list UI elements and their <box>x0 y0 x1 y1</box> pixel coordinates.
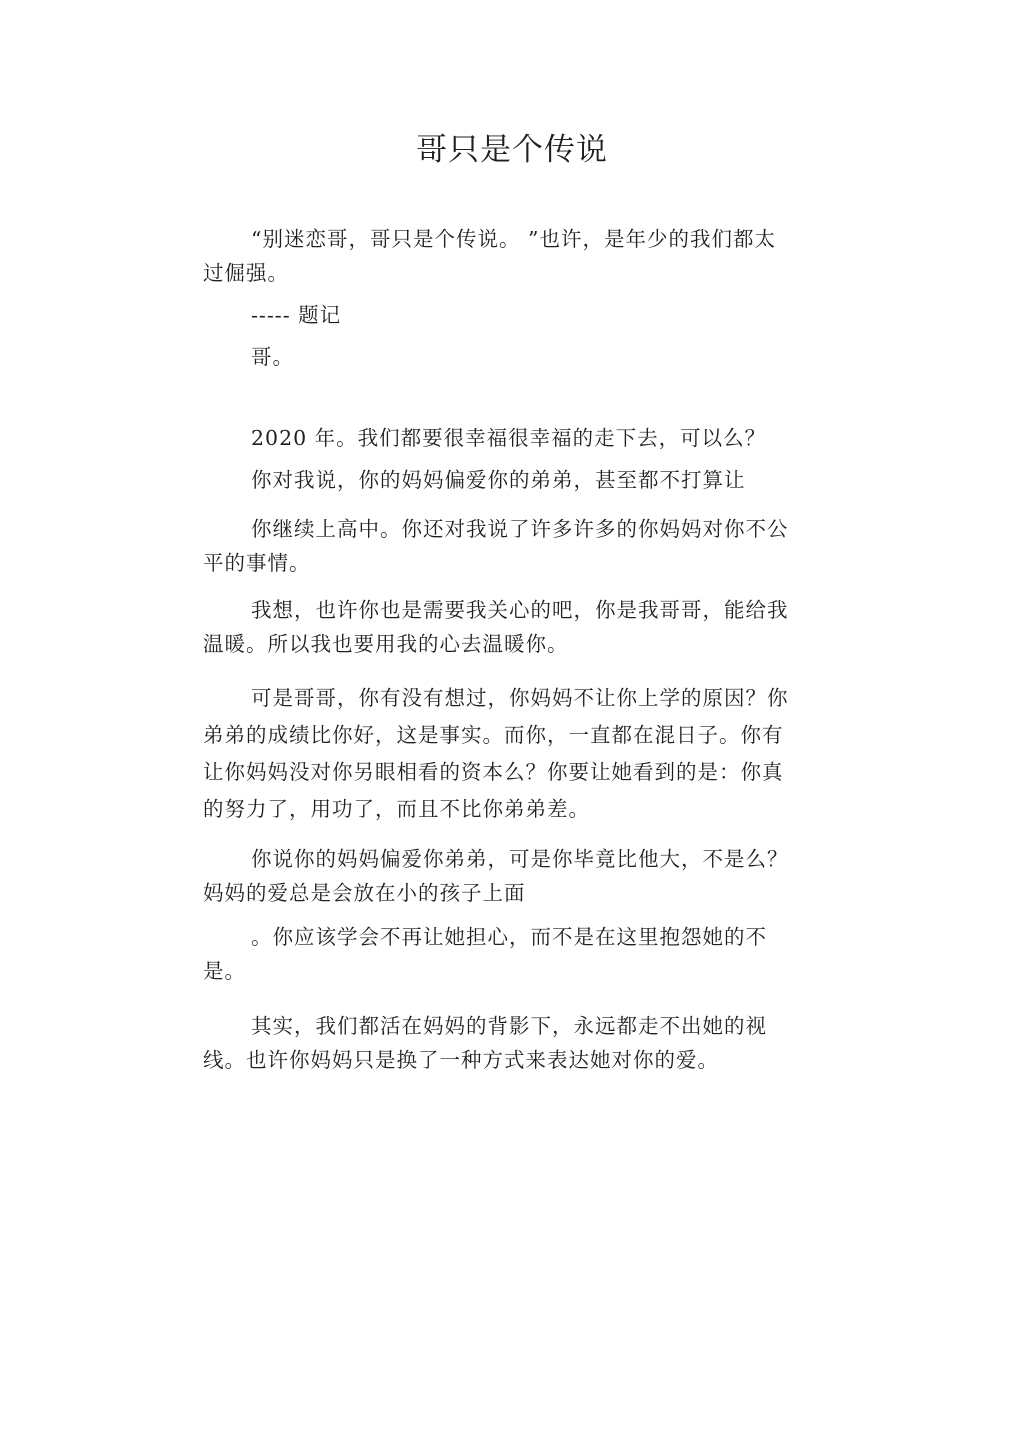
paragraph-line: 你说你的妈妈偏爱你弟弟，可是你毕竟比他大，不是么？ <box>251 847 789 871</box>
paragraph-line: 你对我说，你的妈妈偏爱你的弟弟，甚至都不打算让 <box>251 468 746 492</box>
paragraph-body <box>203 512 828 580</box>
paragraph-body <box>203 1009 828 1077</box>
paragraph-body <box>203 920 828 988</box>
paragraph-line: 是。 <box>203 959 246 983</box>
paragraph-line: 哥。 <box>251 345 294 369</box>
paragraph-line: 让你妈妈没对你另眼相看的资本么？你要让她看到的是：你真 <box>203 760 784 784</box>
paragraph-line: 。你应该学会不再让她担心，而不是在这里抱怨她的不 <box>251 925 767 949</box>
paragraph-line: 可是哥哥，你有没有想过，你妈妈不让你上学的原因？你 <box>251 686 789 710</box>
paragraph-body <box>203 842 828 910</box>
paragraph-line: 的努力了，用功了，而且不比你弟弟差。 <box>203 797 590 821</box>
paragraph-line: 平的事情。 <box>203 551 311 575</box>
paragraph-line: 妈妈的爱总是会放在小的孩子上面 <box>203 881 526 905</box>
paragraph-body <box>203 593 828 661</box>
paragraph-epigraph <box>203 222 828 290</box>
paragraph-year <box>203 421 828 455</box>
paragraph-line: 其实，我们都活在妈妈的背影下，永远都走不出她的视 <box>251 1014 767 1038</box>
paragraph-body <box>203 680 828 828</box>
paragraph-line: 你继续上高中。你还对我说了许多许多的你妈妈对你不公 <box>251 517 789 541</box>
paragraph-line: 温暖。所以我也要用我的心去温暖你。 <box>203 632 569 656</box>
paragraph-line: 线。也许你妈妈只是换了一种方式来表达她对你的爱。 <box>203 1048 719 1072</box>
paragraph-line: 我想，也许你也是需要我关心的吧，你是我哥哥，能给我 <box>251 598 789 622</box>
paragraph-line: 过倔强。 <box>203 261 289 285</box>
document-title: 哥只是个传说 <box>416 132 608 168</box>
paragraph-line: 2020 年。我们都要很幸福很幸福的走下去，可以么？ <box>251 426 767 450</box>
paragraph-body <box>203 463 828 497</box>
paragraph-line: ----- 题记 <box>251 303 342 327</box>
paragraph-inscription <box>203 298 828 332</box>
paragraph-line: 弟弟的成绩比你好，这是事实。而你，一直都在混日子。你有 <box>203 723 784 747</box>
paragraph-salutation <box>203 340 828 374</box>
paragraph-line: “别迷恋哥，哥只是个传说。 ”也许，是年少的我们都太 <box>251 227 776 251</box>
